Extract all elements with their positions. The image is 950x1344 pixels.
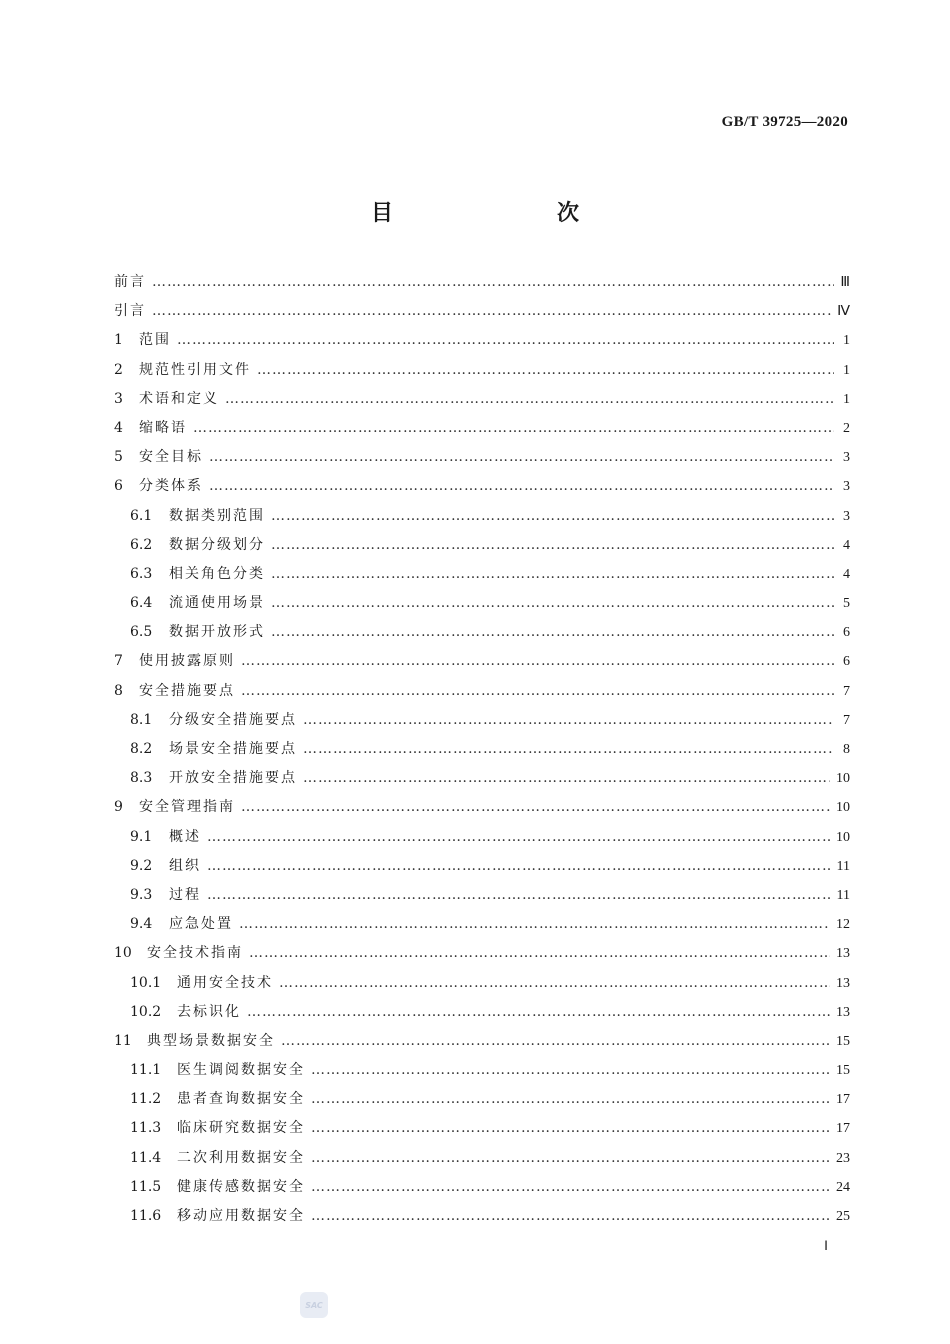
toc-entry[interactable] [114,592,850,621]
toc-entry-label: 安全措施要点 [139,682,235,699]
toc-entry-page: 1 [843,333,850,349]
toc-entry-label: 典型场景数据安全 [147,1032,275,1049]
toc-entry-page: 1 [843,362,850,378]
toc-entry-page: 4 [843,537,850,553]
toc-leader-dots [249,945,830,961]
toc-entry-label: 数据开放形式 [169,624,265,641]
toc-leader-dots [207,858,831,874]
toc-entry-label: 安全技术指南 [147,945,243,962]
toc-entry-page: Ⅲ [840,275,850,290]
toc-entry-number: 9.2 [130,857,153,874]
toc-entry-number: 11.1 [130,1062,162,1079]
toc-entry-page: 7 [843,683,850,699]
toc-entry[interactable] [114,913,850,942]
toc-entry-number: 10.1 [130,974,162,991]
table-of-contents [114,271,850,1234]
toc-entry-label: 安全管理指南 [139,799,235,816]
toc-entry-number: 9.1 [130,828,153,845]
toc-entry-number: 8.2 [130,741,153,757]
toc-entry[interactable] [114,709,850,738]
toc-entry[interactable] [114,1030,850,1059]
toc-entry-label: 数据分级划分 [169,536,265,553]
toc-leader-dots [311,1150,830,1166]
toc-entry-label: 相关角色分类 [169,565,265,582]
toc-entry-number: 11.6 [130,1208,162,1224]
toc-entry-label: 患者查询数据安全 [177,1091,305,1108]
toc-leader-dots [271,508,834,524]
toc-leader-dots [311,1120,830,1136]
toc-entry[interactable] [114,738,850,767]
toc-entry-number: 6.2 [130,536,153,553]
toc-leader-dots [311,1179,830,1195]
toc-leader-dots [152,274,834,290]
toc-entry-page: 7 [843,712,850,728]
toc-entry-label: 临床研究数据安全 [177,1120,305,1137]
watermark-text: SAC [305,1300,323,1310]
toc-entry-number: 6.5 [130,624,153,641]
toc-entry-number: 11.5 [130,1178,162,1195]
toc-entry-number: 4 [114,419,123,436]
toc-entry[interactable] [114,359,850,388]
toc-entry[interactable] [114,417,850,446]
toc-entry-page: 11 [836,887,850,903]
toc-entry[interactable] [114,1176,850,1205]
toc-entry-label: 二次利用数据安全 [177,1149,305,1166]
toc-entry[interactable] [114,505,850,534]
toc-entry-number: 5 [114,449,123,466]
toc-entry-label: 医生调阅数据安全 [177,1062,305,1079]
toc-entry-number: 8.3 [130,770,153,787]
toc-entry[interactable] [114,1147,850,1176]
toc-entry[interactable] [114,855,850,884]
toc-leader-dots [247,1004,830,1020]
toc-entry[interactable] [114,329,850,358]
toc-entry-label: 场景安全措施要点 [169,741,297,757]
toc-entry-number: 9.4 [130,916,153,933]
toc-entry-number: 3 [114,390,123,407]
toc-entry-label: 缩略语 [139,419,187,436]
toc-entry-page: 24 [836,1179,850,1195]
toc-entry-label: 开放安全措施要点 [169,770,297,787]
toc-leader-dots [271,566,834,582]
toc-leader-dots [279,975,830,991]
toc-entry[interactable] [114,826,850,855]
toc-entry[interactable] [114,1117,850,1146]
toc-entry-label: 概述 [169,828,201,845]
page-title: 目 次 [370,200,619,226]
toc-entry-label: 通用安全技术 [177,974,273,991]
toc-entry[interactable] [114,1001,850,1030]
toc-leader-dots [152,303,831,319]
toc-leader-dots [303,741,834,757]
toc-entry-page: 10 [836,771,850,787]
toc-entry[interactable] [114,796,850,825]
toc-entry[interactable] [114,972,850,1001]
toc-entry-page: 1 [843,391,850,407]
toc-entry-page: 17 [836,1092,850,1108]
toc-leader-dots [311,1062,830,1078]
toc-entry-label: 应急处置 [169,916,233,933]
toc-entry-number: 8.1 [130,711,153,728]
toc-entry[interactable] [114,767,850,796]
toc-entry[interactable] [114,1059,850,1088]
toc-entry-number: 1 [114,332,123,349]
toc-entry[interactable] [114,1205,850,1234]
toc-entry-number: 2 [114,361,123,378]
toc-leader-dots [303,770,830,786]
page-folio: Ⅰ [824,1238,828,1253]
toc-entry-label: 安全目标 [139,449,203,466]
toc-leader-dots [207,829,830,845]
toc-entry-page: 5 [843,596,850,612]
toc-entry-label: 分级安全措施要点 [169,711,297,728]
toc-entry-page: 13 [836,1004,850,1020]
toc-leader-dots [271,595,834,611]
toc-entry-number: 6.4 [130,595,153,612]
toc-entry-label: 前言 [114,274,146,290]
toc-entry-label: 流通使用场景 [169,595,265,612]
toc-entry-number: 9.3 [130,886,153,903]
toc-entry-number: 10.2 [130,1003,162,1020]
toc-entry-page: 13 [836,946,850,962]
toc-entry[interactable] [114,388,850,417]
toc-entry-label: 数据类别范围 [169,507,265,524]
toc-entry-label: 去标识化 [177,1003,241,1020]
toc-entry-page: 10 [836,829,850,845]
toc-entry[interactable] [114,271,850,300]
toc-leader-dots [193,420,834,436]
toc-entry-number: 11.3 [130,1120,162,1137]
toc-leader-dots [271,537,834,553]
toc-entry-number: 8 [114,682,123,699]
toc-entry-number: 11 [114,1032,132,1049]
toc-entry-label: 分类体系 [139,478,203,495]
standard-code: GB/T 39725—2020 [721,114,848,130]
toc-entry[interactable] [114,650,850,679]
toc-entry-page: 2 [843,420,850,436]
toc-entry-page: 3 [843,479,850,495]
toc-entry-label: 移动应用数据安全 [177,1208,305,1224]
toc-entry-label: 规范性引用文件 [139,361,251,378]
toc-entry-page: 6 [843,654,850,670]
toc-entry-number: 7 [114,653,123,670]
toc-entry-page: 3 [843,450,850,466]
toc-entry[interactable] [114,475,850,504]
toc-entry[interactable] [114,446,850,475]
toc-entry-label: 术语和定义 [139,390,219,407]
sac-watermark-logo [300,1292,328,1318]
toc-leader-dots [241,799,830,815]
toc-entry[interactable] [114,563,850,592]
toc-leader-dots [271,624,834,640]
toc-entry-label: 过程 [169,886,201,903]
toc-entry-number: 6.1 [130,507,153,524]
toc-entry-number: 10 [114,945,132,962]
toc-entry[interactable] [114,300,850,329]
toc-leader-dots [311,1091,830,1107]
toc-leader-dots [209,449,834,465]
toc-entry-label: 范围 [139,332,171,349]
toc-entry-page: 11 [836,858,850,874]
toc-leader-dots [311,1208,830,1224]
toc-entry-page: 13 [836,975,850,991]
toc-entry-label: 组织 [169,857,201,874]
toc-leader-dots [239,916,830,932]
toc-entry[interactable] [114,942,850,971]
toc-leader-dots [209,478,834,494]
toc-leader-dots [225,391,834,407]
toc-entry-page: 23 [836,1150,850,1166]
toc-leader-dots [241,653,834,669]
toc-entry-page: 3 [843,508,850,524]
toc-entry-page: 15 [836,1063,850,1079]
toc-entry-page: 12 [836,917,850,933]
toc-entry-number: 11.4 [130,1149,162,1166]
toc-entry[interactable] [114,621,850,650]
toc-entry-page: 8 [843,742,850,757]
toc-entry-label: 健康传感数据安全 [177,1178,305,1195]
toc-leader-dots [241,683,834,699]
toc-entry-number: 9 [114,799,123,816]
toc-entry-page: 4 [843,566,850,582]
toc-entry[interactable] [114,884,850,913]
toc-entry-page: 17 [836,1121,850,1137]
toc-entry-number: 6 [114,478,123,495]
toc-leader-dots [207,887,831,903]
toc-entry-page: 6 [843,625,850,641]
toc-entry-page: 15 [836,1033,850,1049]
toc-entry-page: 10 [836,800,850,816]
toc-entry-page: 25 [836,1209,850,1224]
toc-leader-dots [303,712,834,728]
toc-entry-label: 引言 [114,303,146,320]
toc-entry-label: 使用披露原则 [139,653,235,670]
toc-leader-dots [257,362,834,378]
toc-entry-number: 6.3 [130,565,153,582]
toc-entry-page: Ⅳ [837,304,850,320]
toc-entry[interactable] [114,1088,850,1117]
toc-entry[interactable] [114,680,850,709]
toc-entry[interactable] [114,534,850,563]
toc-entry-number: 11.2 [130,1091,162,1108]
toc-leader-dots [281,1033,830,1049]
toc-leader-dots [177,332,834,348]
